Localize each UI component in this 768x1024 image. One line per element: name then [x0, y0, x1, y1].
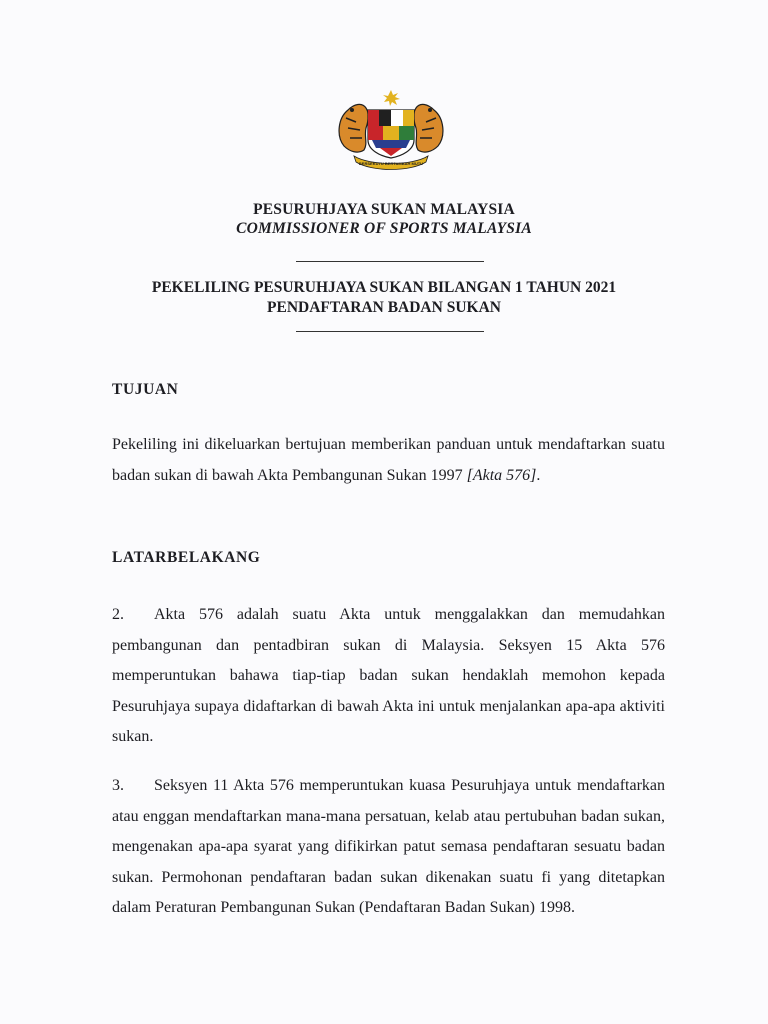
divider — [296, 261, 484, 262]
section-heading-tujuan: TUJUAN — [112, 381, 179, 398]
divider — [296, 331, 484, 332]
paragraph-text: Seksyen 11 Akta 576 memperuntukan kuasa Pesuruhjaya untuk mendaftarkan atau enggan mendaftarkan mana-mana persatuan, kelab atau pertubuhan badan sukan, mengenakan apa-apa syarat yang difikirkan patut semasa pendaftaran sesuatu badan sukan. Permohonan pendaftaran badan sukan dikenakan suatu fi yang ditetapkan dalam Peraturan Pembangunan Sukan (Pendaftaran Badan Sukan) 1998. — [112, 777, 665, 916]
star-icon — [383, 90, 400, 106]
paragraph-3 — [112, 771, 665, 924]
paragraph-number: 2. — [112, 606, 124, 623]
circular-subject: PENDAFTARAN BADAN SUKAN — [267, 299, 501, 316]
circular-title: PEKELILING PESURUHJAYA SUKAN BILANGAN 1 TAHUN 2021 — [151, 279, 617, 296]
motto-text: BERSEKUTU BERTAMBAH MUTU — [358, 161, 424, 166]
paragraph-2 — [112, 600, 665, 753]
paragraph-text: Pekeliling ini dikeluarkan bertujuan memberikan panduan untuk mendaftarkan suatu badan sukan di bawah Akta Pembangunan Sukan 1997 — [112, 436, 665, 484]
paragraph-number: 3. — [112, 777, 124, 794]
paragraph-text: Akta 576 adalah suatu Akta untuk menggalakkan dan memudahkan pembangunan dan pentadbiran sukan di Malaysia. Seksyen 15 Akta 576 memperuntukan bahawa tiap-tiap badan sukan hendaklah memohon kepada Pesuruhjaya supaya didaftarkan di bawah Akta ini untuk menjalankan apa-apa aktiviti sukan. — [112, 606, 665, 745]
organization-name-malay: PESURUHJAYA SUKAN MALAYSIA — [253, 201, 515, 218]
coat-of-arms-icon — [330, 88, 452, 172]
paragraph-end: . — [536, 466, 541, 484]
organization-name-english: COMMISSIONER OF SPORTS MALAYSIA — [236, 220, 532, 237]
section-heading-latarbelakang: LATARBELAKANG — [112, 549, 261, 566]
paragraph-tujuan — [112, 430, 665, 491]
act-citation: [Akta 576] — [466, 466, 537, 484]
